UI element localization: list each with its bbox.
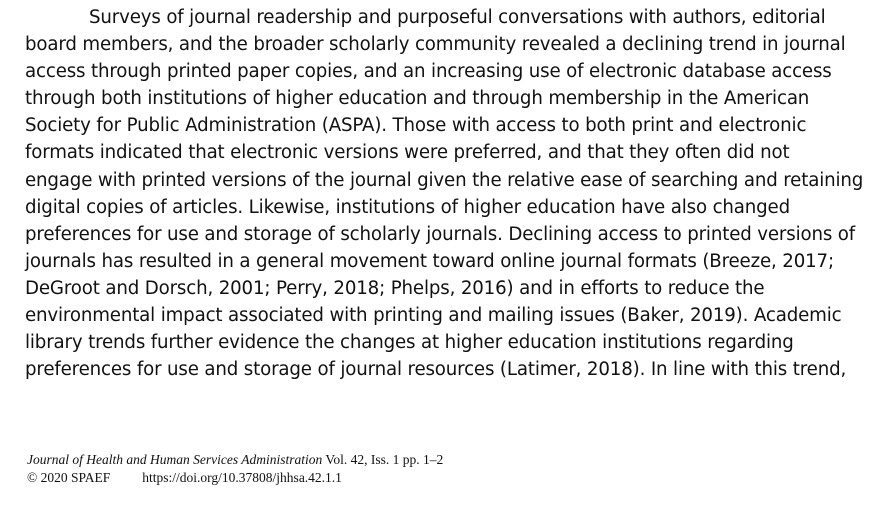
paragraph-line: journals has resulted in a general movement toward online journal formats (Breeze, 2017; [25,250,834,272]
body-paragraph [25,4,875,383]
paragraph-line: preferences for use and storage of journal resources (Latimer, 2018). In line with this trend, [25,359,847,381]
citation-line [27,451,443,469]
paragraph-line: DeGroot and Dorsch, 2001; Perry, 2018; Phelps, 2016) and in efforts to reduce the [25,277,765,299]
paragraph-line: environmental impact associated with printing and mailing issues (Baker, 2019). Academic [25,305,842,327]
paragraph-line: Society for Public Administration (ASPA). Those with access to both print and electronic [25,115,807,137]
paragraph-line: board members, and the broader scholarly community revealed a declining trend in journal [25,34,846,56]
copyright-line [27,469,443,487]
paragraph-line: engage with printed versions of the journal given the relative ease of searching and retaining [25,169,864,191]
journal-name: Journal of Health and Human Services Administration [27,452,323,467]
volume-issue: Vol. 42, Iss. 1 pp. 1–2 [322,452,444,467]
copyright-notice: © 2020 SPAEF [27,470,111,485]
paragraph-line: library trends further evidence the changes at higher education institutions regarding [25,332,794,354]
paragraph-line: access through printed paper copies, and an increasing use of electronic database access [25,61,832,83]
paragraph-line: preferences for use and storage of scholarly journals. Declining access to printed versions of [25,223,856,245]
doi-link[interactable]: https://doi.org/10.37808/jhhsa.42.1.1 [142,470,342,485]
paragraph-line: through both institutions of higher education and through membership in the American [25,88,810,110]
paragraph-line: Surveys of journal readership and purposeful conversations with authors, editorial [89,7,826,28]
page-footer [27,451,443,487]
paragraph-line: formats indicated that electronic versions were preferred, and that they often did not [25,142,790,164]
paragraph-line: digital copies of articles. Likewise, institutions of higher education have also changed [25,196,790,218]
